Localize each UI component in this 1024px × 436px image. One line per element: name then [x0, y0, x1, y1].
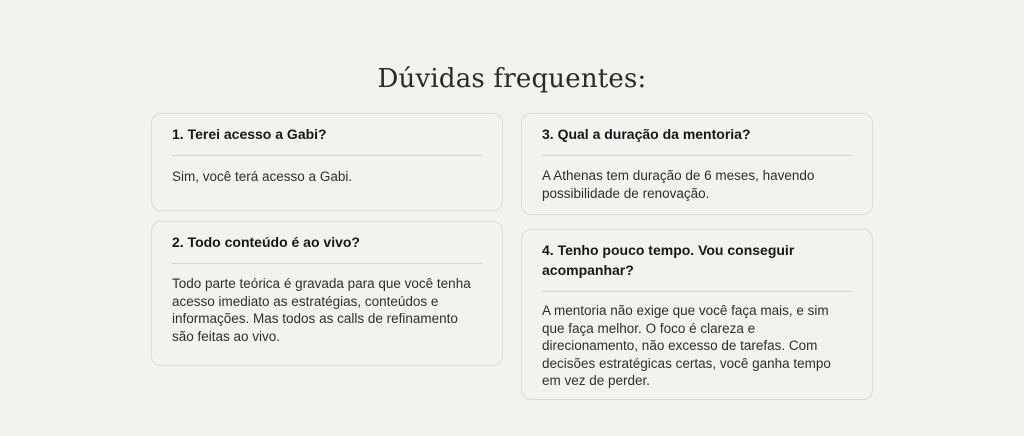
faq-divider-1: [172, 155, 482, 156]
faq-item-3[interactable]: [521, 113, 873, 215]
faq-answer-2: Todo parte teórica é gravada para que você tenha acesso imediato as estratégias, conteúdos e informações. Mas todos as calls de refinamento são feitas ao vivo.: [172, 276, 471, 344]
faq-divider-4: [542, 291, 852, 292]
faq-title: Dúvidas frequentes:: [377, 64, 647, 94]
faq-item-4[interactable]: [521, 229, 873, 400]
faq-divider-2: [172, 263, 482, 264]
faq-question-3[interactable]: 3. Qual a duração da mentoria?: [542, 126, 751, 142]
faq-answer-4: A mentoria não exige que você faça mais, e sim que faça melhor. O foco é clareza e direcionamento, não excesso de tarefas. Com decisões estratégicas certas, você ganha tempo em vez de perder.: [542, 303, 831, 389]
faq-item-2[interactable]: [151, 221, 503, 366]
faq-question-2[interactable]: 2. Todo conteúdo é ao vivo?: [172, 234, 360, 250]
faq-answer-3: A Athenas tem duração de 6 meses, havendo possibilidade de renovação.: [542, 168, 815, 201]
faq-item-1[interactable]: [151, 113, 503, 211]
faq-question-1[interactable]: 1. Terei acesso a Gabi?: [172, 126, 327, 142]
faq-divider-3: [542, 155, 852, 156]
faq-answer-1: Sim, você terá acesso a Gabi.: [172, 169, 353, 184]
faq-question-4[interactable]: 4. Tenho pouco tempo. Vou conseguir acompanhar?: [542, 242, 795, 278]
